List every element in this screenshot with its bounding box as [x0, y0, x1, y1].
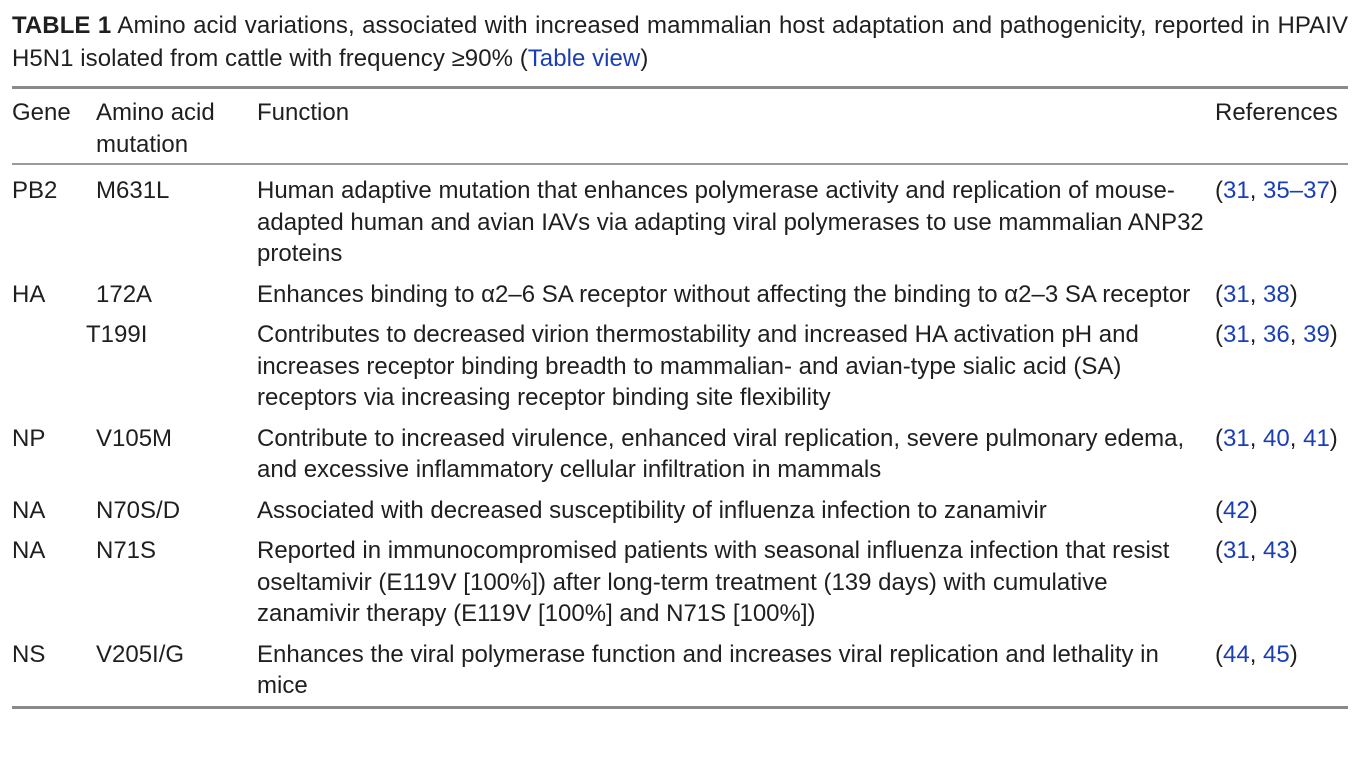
- reference-link[interactable]: 36: [1263, 321, 1290, 348]
- column-header-function: Function: [257, 99, 350, 126]
- references-cell: (42): [1215, 496, 1258, 524]
- gene-cell: NP: [12, 424, 46, 452]
- caption-close: ): [640, 45, 649, 72]
- references-cell: (31, 35–37): [1215, 177, 1338, 204]
- table-row: [12, 488, 1348, 529]
- reference-link[interactable]: 41: [1303, 424, 1330, 452]
- gene-cell: [12, 312, 96, 416]
- table-view-link[interactable]: Table view: [527, 45, 641, 72]
- table-row: [12, 165, 1348, 272]
- references-cell: (31, 43): [1215, 537, 1298, 564]
- mutation-cell: N71S: [96, 537, 157, 564]
- gene-cell: HA: [12, 280, 46, 308]
- bottom-rule: [12, 706, 1348, 709]
- gene-cell: PB2: [12, 177, 58, 204]
- column-header-references: References: [1215, 99, 1338, 126]
- reference-link[interactable]: 31: [1223, 280, 1250, 308]
- reference-link[interactable]: 31: [1223, 177, 1250, 204]
- mutation-cell: [86, 312, 257, 416]
- table-row: [12, 528, 1348, 632]
- mutation-text: T199I: [86, 321, 148, 348]
- gene-cell: NA: [12, 496, 46, 524]
- function-cell: Enhances the viral polymerase function and increases viral replication and lethality in mice: [257, 640, 1159, 699]
- function-cell: Reported in immunocompromised patients with seasonal influenza infection that resist oseltamivir (E119V [100%]) after long-term treatment (139 days) with cumulative zanamivir therapy (E119V [100%] and N71S [100%]): [257, 537, 1170, 627]
- gene-cell: NS: [12, 640, 46, 668]
- references-cell: (44, 45): [1215, 640, 1298, 668]
- caption-text: Amino acid variations, associated with increased mammalian host adaptation and pathogenicity, reported in HPAIV H5N1 isolated from cattle with frequency ≥90% (: [12, 12, 1349, 72]
- function-cell: Contribute to increased virulence, enhanced viral replication, severe pulmonary edema, and excessive inflammatory cellular infiltration in mammals: [257, 424, 1185, 483]
- references-cell: (31, 38): [1215, 280, 1298, 308]
- table-caption: [12, 9, 1348, 75]
- mutation-cell: N70S/D: [96, 496, 181, 524]
- reference-link[interactable]: 31: [1223, 424, 1250, 452]
- mutation-table-body: [12, 165, 1348, 706]
- table-label: TABLE 1: [12, 12, 112, 39]
- table-row: [12, 416, 1348, 488]
- reference-link[interactable]: 40: [1263, 424, 1290, 452]
- function-cell: Enhances binding to α2–6 SA receptor without affecting the binding to α2–3 SA receptor: [257, 280, 1191, 308]
- gene-cell: NA: [12, 537, 46, 564]
- header-row: [12, 89, 1348, 163]
- reference-link[interactable]: 31: [1223, 537, 1250, 564]
- reference-link[interactable]: 42: [1223, 496, 1250, 524]
- reference-link[interactable]: 38: [1263, 280, 1290, 308]
- function-cell: Contributes to decreased virion thermostability and increased HA activation pH and increases receptor binding breadth to mammalian- and avian-type sialic acid (SA) receptors via increasing receptor binding site flexibility: [257, 321, 1139, 411]
- reference-link[interactable]: 43: [1263, 537, 1290, 564]
- reference-link[interactable]: 44: [1223, 640, 1250, 668]
- references-cell: (31, 40, 41): [1215, 424, 1338, 452]
- column-header-mutation: Amino acid mutation: [96, 99, 215, 158]
- mutation-cell: V105M: [96, 424, 173, 452]
- reference-link[interactable]: 45: [1263, 640, 1290, 668]
- mutation-cell: M631L: [96, 177, 170, 204]
- reference-link[interactable]: 31: [1223, 321, 1250, 348]
- mutation-cell: V205I/G: [96, 640, 185, 668]
- references-cell: (31, 36, 39): [1215, 321, 1338, 348]
- mutation-table: [12, 89, 1348, 163]
- reference-link[interactable]: 39: [1303, 321, 1330, 348]
- mutation-cell: 172A: [96, 280, 153, 308]
- function-cell: Associated with decreased susceptibility of influenza infection to zanamivir: [257, 496, 1047, 524]
- function-cell: Human adaptive mutation that enhances polymerase activity and replication of mouse-adapted human and avian IAVs via adapting viral polymerases to use mammalian ANP32 proteins: [257, 177, 1204, 267]
- reference-link[interactable]: 35–37: [1263, 177, 1330, 204]
- column-header-gene: Gene: [12, 99, 71, 126]
- table-row: [12, 272, 1348, 313]
- table-row: [12, 312, 1348, 416]
- table-row: [12, 632, 1348, 706]
